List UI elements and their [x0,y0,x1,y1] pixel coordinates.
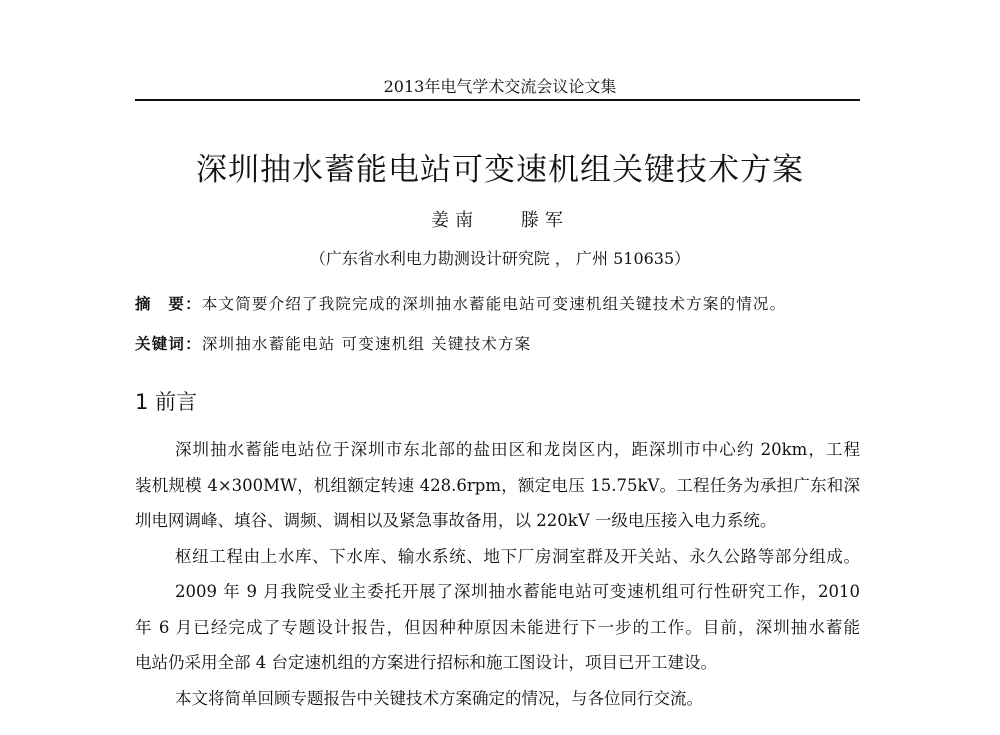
text-line: 本文将简单回顾专题报告中关键技术方案确定的情况，与各位同行交流。 [175,688,703,708]
header-rule [135,99,860,101]
abstract-label: 摘 要： [135,294,202,313]
authors [0,206,1000,232]
text-line: 枢纽工程由上水库、下水库、输水系统、地下厂房洞室群及开关站、永久公路等部分组成。 [175,546,860,566]
author: 姜南 [431,210,480,231]
running-header: 2013年电气学术交流会议论文集 [383,77,617,96]
text-line: 深圳抽水蓄能电站位于深圳市东北部的盐田区和龙岗区内，距深圳市中心约 20km，工程 [175,440,860,459]
keywords-label: 关键词： [135,334,202,353]
abstract [135,292,860,314]
keywords-text: 深圳抽水蓄能电站 可变速机组 关键技术方案 [201,335,532,353]
paper-title: 深圳抽水蓄能电站可变速机组关键技术方案 [196,152,804,188]
text-line: 电站仍采用全部 4 台定速机组的方案进行招标和施工图设计，项目已开工建设。 [135,653,717,672]
text-line: 圳电网调峰、填谷、调频、调相以及紧急事故备用，以 220kV 一级电压接入电力系统。 [135,511,777,530]
section-heading: 1 前言 [135,390,198,414]
text-line: 2009 年 9 月我院受业主委托开展了深圳抽水蓄能电站可变速机组可行性研究工作，2010 [175,582,860,601]
section-body [135,436,860,720]
abstract-text: 本文简要介绍了我院完成的深圳抽水蓄能电站可变速机组关键技术方案的情况。 [201,295,787,313]
text-line: 装机规模 4×300MW，机组额定转速 428.6rpm，额定电压 15.75kV。工程任务为承担广东和深 [135,475,860,495]
text-line: 年 6 月已经完成了专题设计报告，但因种种原因未能进行下一步的工作。目前，深圳抽水蓄能 [135,617,860,637]
affiliation: （广东省水利电力勘测设计研究院 ， 广州 510635） [309,249,691,268]
keywords [135,332,860,354]
author: 滕军 [520,210,569,231]
